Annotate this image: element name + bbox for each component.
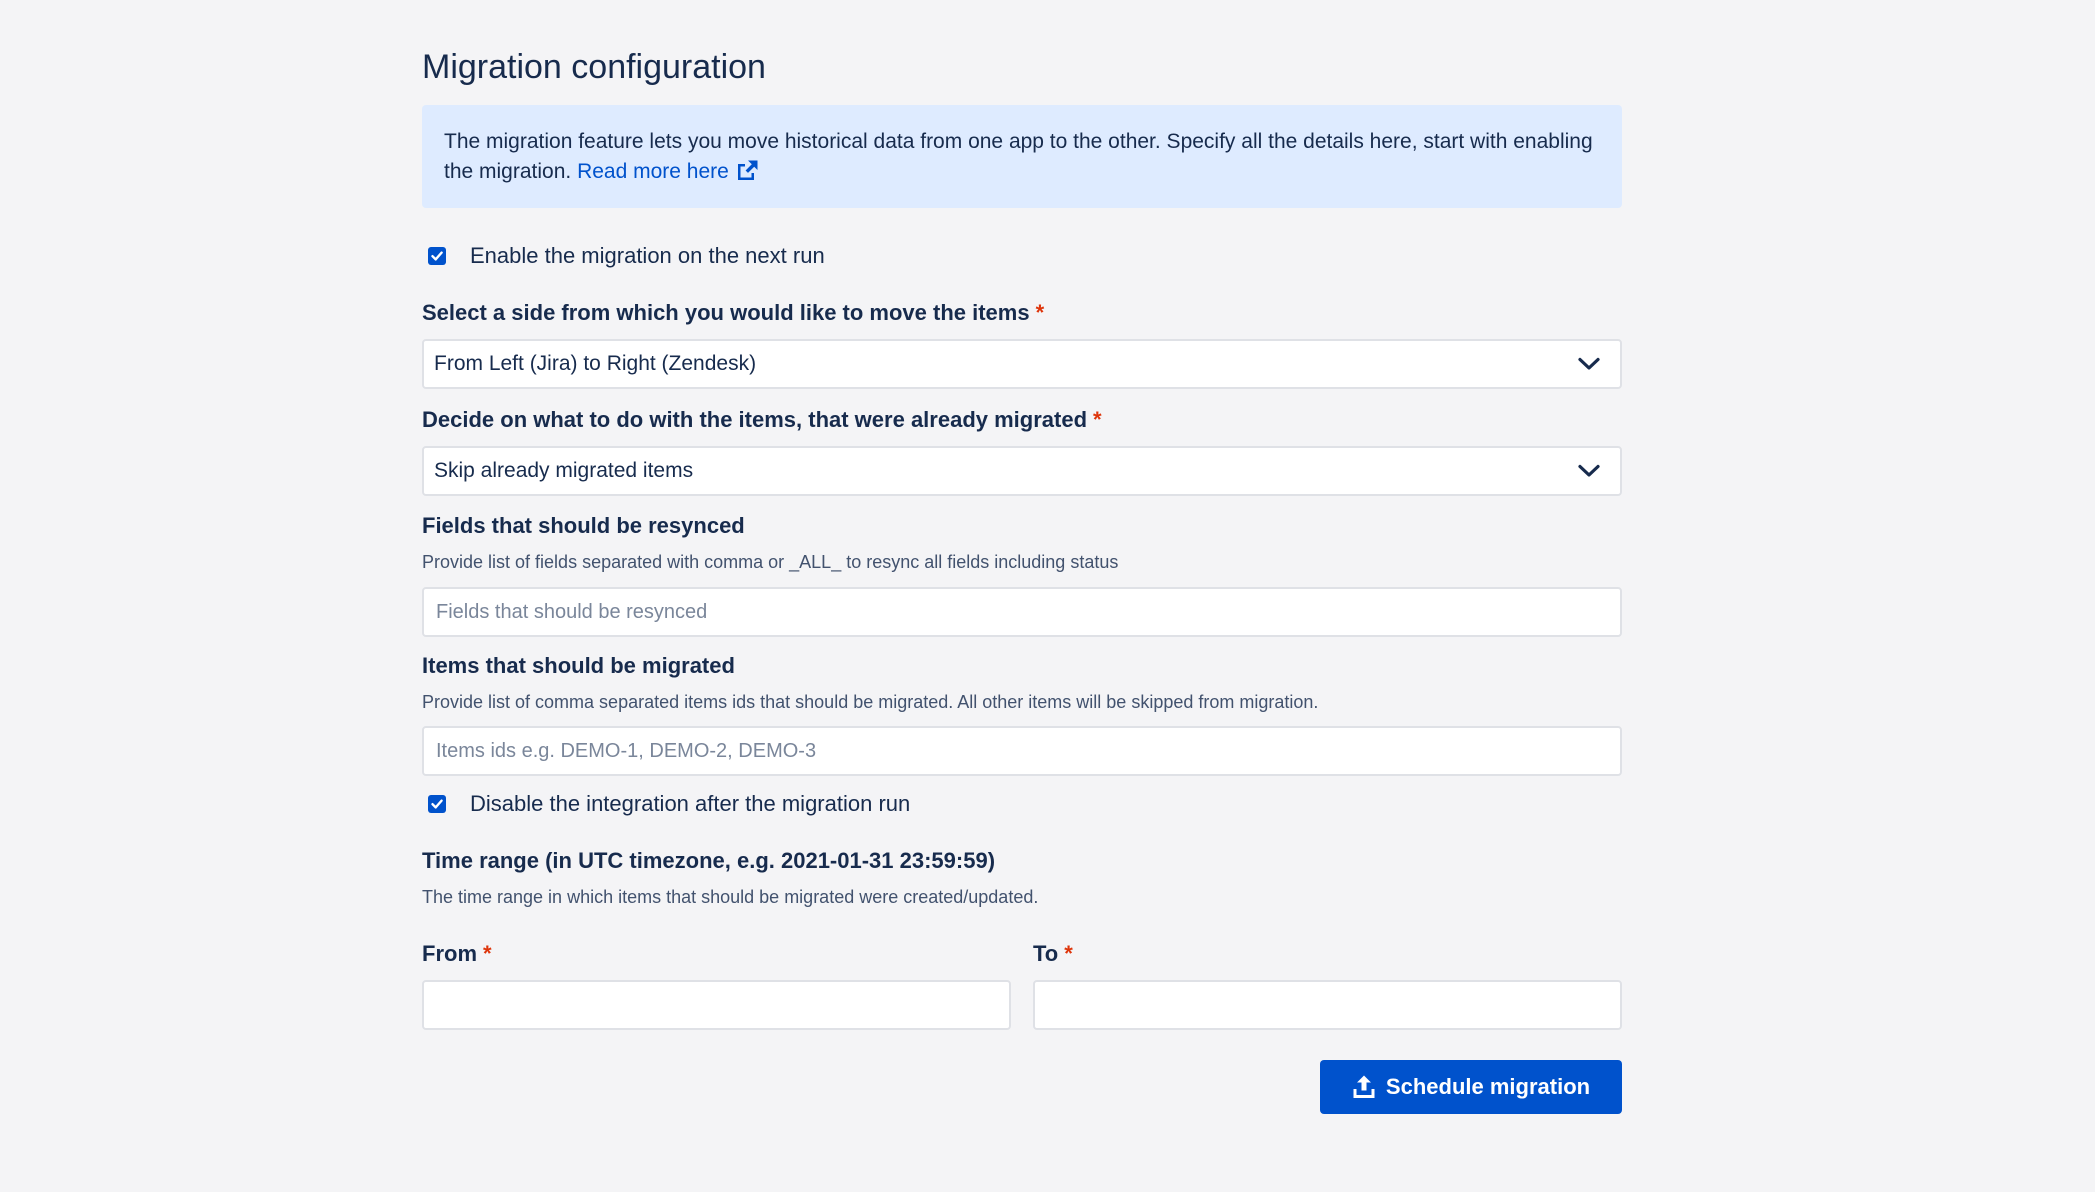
page-title: Migration configuration bbox=[422, 48, 766, 86]
required-mark: * bbox=[1093, 407, 1102, 432]
chevron-down-icon bbox=[1578, 464, 1600, 478]
from-label: From * bbox=[422, 941, 492, 966]
chevron-down-icon bbox=[1578, 357, 1600, 371]
items-migrate-help: Provide list of comma separated items ids that should be migrated. All other items will be skipped from migration. bbox=[422, 692, 1319, 712]
enable-migration-checkbox[interactable] bbox=[428, 247, 446, 265]
resync-fields-input[interactable] bbox=[422, 587, 1622, 637]
to-label: To * bbox=[1033, 941, 1073, 966]
resync-fields-label: Fields that should be resynced bbox=[422, 513, 745, 538]
disable-integration-checkbox[interactable] bbox=[428, 795, 446, 813]
checkmark-icon bbox=[430, 797, 444, 811]
migrated-items-select[interactable] bbox=[422, 446, 1622, 496]
checkmark-icon bbox=[430, 249, 444, 263]
disable-integration-label: Disable the integration after the migration run bbox=[470, 791, 911, 816]
from-date-input[interactable] bbox=[422, 980, 1011, 1030]
required-mark: * bbox=[1064, 941, 1073, 966]
to-date-input[interactable] bbox=[1033, 980, 1622, 1030]
read-more-link[interactable]: Read more here bbox=[577, 160, 759, 183]
external-link-icon bbox=[735, 159, 759, 190]
enable-migration-row[interactable] bbox=[422, 243, 825, 269]
items-migrate-label: Items that should be migrated bbox=[422, 653, 735, 678]
disable-integration-row[interactable] bbox=[422, 791, 910, 817]
time-range-label: Time range (in UTC timezone, e.g. 2021-01-31 23:59:59) bbox=[422, 848, 996, 873]
side-select-value: From Left (Jira) to Right (Zendesk) bbox=[434, 352, 757, 375]
schedule-migration-label: Schedule migration bbox=[1385, 1074, 1591, 1099]
side-select[interactable] bbox=[422, 339, 1622, 389]
info-banner bbox=[422, 105, 1622, 208]
upload-icon bbox=[1352, 1074, 1376, 1100]
migrated-select-label: Decide on what to do with the items, that were already migrated * bbox=[422, 407, 1102, 432]
side-select-label: Select a side from which you would like to move the items * bbox=[422, 300, 1045, 325]
required-mark: * bbox=[483, 941, 492, 966]
schedule-migration-button[interactable] bbox=[1320, 1060, 1622, 1114]
info-text: The migration feature lets you move historical data from one app to the other. Specify all the details here, start with enabling the migration. bbox=[444, 130, 1593, 183]
enable-migration-label: Enable the migration on the next run bbox=[470, 243, 825, 268]
migrated-select-value: Skip already migrated items bbox=[434, 459, 694, 482]
time-range-help: The time range in which items that should be migrated were created/updated. bbox=[422, 887, 1039, 907]
items-migrate-input[interactable] bbox=[422, 726, 1622, 776]
required-mark: * bbox=[1035, 300, 1045, 325]
resync-fields-help: Provide list of fields separated with comma or _ALL_ to resync all fields including status bbox=[422, 552, 1119, 572]
